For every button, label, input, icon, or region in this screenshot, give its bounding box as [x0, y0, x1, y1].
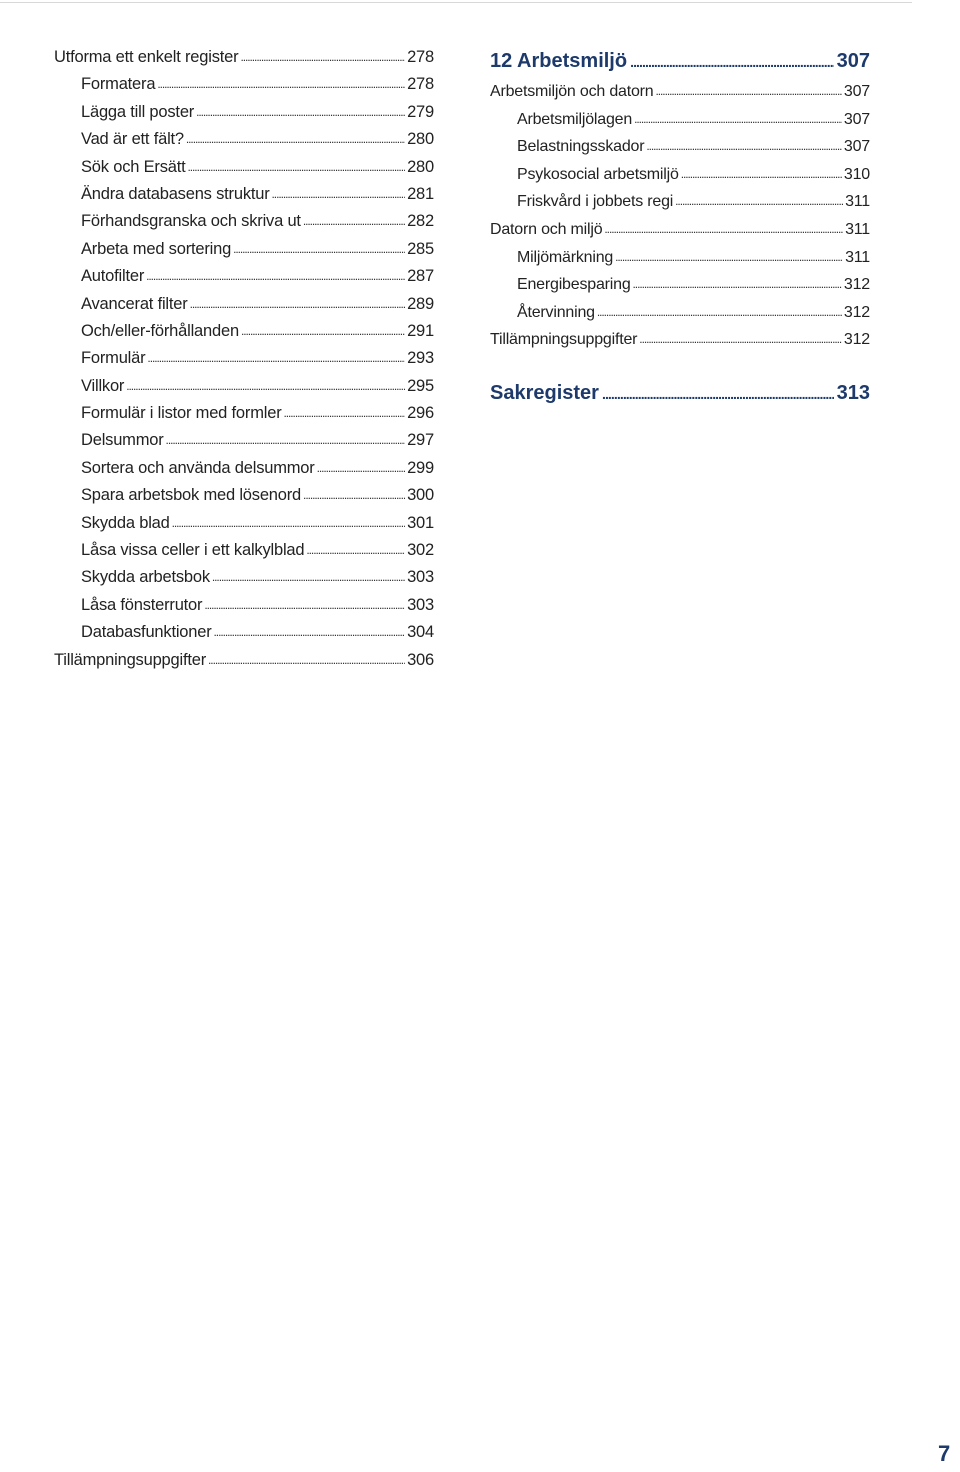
- dot-leader: [233, 235, 405, 263]
- dot-leader: [126, 372, 405, 400]
- dot-leader: [146, 262, 405, 290]
- dot-leader: [212, 563, 405, 591]
- toc-entry-page: 282: [407, 212, 434, 231]
- toc-entry[interactable]: [490, 133, 870, 161]
- toc-entry-page: 307: [843, 83, 870, 100]
- dot-leader: [646, 132, 842, 161]
- toc-entry-page: 310: [843, 165, 870, 183]
- toc-entry-page: 307: [843, 138, 870, 156]
- dot-leader: [602, 376, 834, 411]
- toc-entry-page: 281: [407, 184, 434, 203]
- toc-entry-page: 306: [407, 650, 434, 669]
- toc-entry-page: 312: [843, 303, 870, 321]
- toc-entry-label: Villkor: [81, 376, 125, 395]
- toc-entry-label: Avancerat filter: [81, 294, 188, 313]
- toc-entry-page: 296: [407, 404, 434, 423]
- toc-entry-label: Tillämpningsuppgifter: [54, 650, 207, 669]
- toc-entry-page: 299: [407, 458, 434, 477]
- toc-entry-label: Formatera: [81, 75, 156, 94]
- toc-entry[interactable]: [54, 619, 434, 646]
- toc-entry[interactable]: [490, 188, 870, 216]
- chapter-12-label: 12 Arbetsmiljö: [490, 50, 628, 72]
- toc-entry-label: Sök och Ersätt: [81, 157, 186, 176]
- toc-entry[interactable]: [54, 208, 434, 235]
- toc-entry-page: 303: [407, 568, 434, 587]
- toc-entry[interactable]: [490, 244, 870, 272]
- dot-leader: [208, 646, 405, 674]
- toc-list-right: [490, 78, 870, 354]
- toc-entry-label: Spara arbetsbok med lösenord: [81, 486, 302, 505]
- dot-leader: [639, 325, 842, 354]
- toc-entry[interactable]: [54, 647, 434, 674]
- toc-entry[interactable]: [54, 592, 434, 619]
- toc-entry[interactable]: [54, 400, 434, 427]
- toc-entry-label: Formulär i listor med formler: [81, 404, 282, 423]
- toc-entry-page: 311: [845, 220, 870, 238]
- dot-leader: [306, 536, 405, 564]
- toc-entry-label: Autofilter: [81, 267, 145, 286]
- toc-entry-label: Och/eller-förhållanden: [81, 321, 239, 340]
- toc-entry-label: Skydda blad: [81, 513, 170, 532]
- toc-entry-page: 311: [845, 248, 870, 266]
- toc-entry-page: 300: [407, 486, 434, 505]
- toc-entry[interactable]: [490, 161, 870, 189]
- toc-entry-label: Låsa fönsterrutor: [81, 595, 203, 614]
- chapter-12-page: 307: [836, 50, 870, 72]
- dot-leader: [172, 509, 405, 537]
- dot-leader: [157, 70, 405, 98]
- dot-leader: [615, 243, 843, 272]
- dot-leader: [675, 187, 843, 216]
- dot-leader: [272, 180, 406, 208]
- toc-entry-label: Psykosocial arbetsmiljö: [517, 165, 679, 183]
- toc-entry-page: 312: [843, 276, 870, 294]
- sakregister-label: Sakregister: [490, 381, 599, 404]
- toc-entry-label: Datorn och miljö: [490, 220, 603, 238]
- toc-entry-page: 285: [407, 239, 434, 258]
- toc-entry-label: Belastningsskador: [517, 138, 645, 156]
- toc-entry-page: 307: [843, 110, 870, 128]
- toc-entry-label: Sortera och använda delsummor: [81, 458, 315, 477]
- toc-entry-label: Vad är ett fält?: [81, 130, 184, 149]
- toc-entry[interactable]: [54, 318, 434, 345]
- dot-leader: [303, 481, 405, 509]
- toc-entry[interactable]: [54, 510, 434, 537]
- dot-leader: [196, 98, 405, 126]
- toc-entry-label: Återvinning: [517, 303, 595, 321]
- dot-leader: [186, 125, 405, 153]
- toc-entry-label: Utforma ett enkelt register: [54, 48, 239, 66]
- toc-entry-label: Friskvård i jobbets regi: [517, 193, 674, 211]
- toc-entry[interactable]: [54, 373, 434, 400]
- toc-entry[interactable]: [54, 71, 434, 98]
- toc-entry[interactable]: [54, 564, 434, 591]
- toc-entry[interactable]: [490, 106, 870, 134]
- toc-entry[interactable]: [54, 154, 434, 181]
- toc-entry-label: Lägga till poster: [81, 102, 195, 121]
- dot-leader: [303, 207, 405, 235]
- toc-entry-page: 291: [407, 321, 434, 340]
- toc-entry[interactable]: [54, 181, 434, 208]
- top-rule: [0, 2, 912, 3]
- dot-leader: [166, 426, 406, 454]
- toc-entry[interactable]: [54, 345, 434, 372]
- toc-entry-page: 279: [407, 102, 434, 121]
- toc-entry-page: 278: [407, 48, 434, 66]
- toc-entry-page: 303: [407, 595, 434, 614]
- toc-entry-label: Låsa vissa celler i ett kalkylblad: [81, 541, 305, 560]
- toc-entry-page: 301: [407, 513, 434, 532]
- toc-entry[interactable]: [54, 263, 434, 290]
- dot-leader: [633, 270, 842, 299]
- dot-leader: [147, 344, 405, 372]
- dot-leader: [190, 290, 406, 318]
- toc-left-column: [54, 44, 434, 674]
- toc-entry[interactable]: [54, 537, 434, 564]
- dot-leader: [204, 591, 405, 619]
- toc-entry-label: Miljömärkning: [517, 248, 614, 266]
- toc-entry[interactable]: [490, 326, 870, 354]
- toc-entry-page: 312: [843, 331, 870, 349]
- dot-leader: [634, 105, 842, 134]
- toc-entry-page: 280: [407, 130, 434, 149]
- toc-entry[interactable]: [54, 99, 434, 126]
- toc-entry-page: 287: [407, 267, 434, 286]
- toc-entry[interactable]: [54, 291, 434, 318]
- toc-entry-label: Formulär: [81, 349, 146, 368]
- toc-entry[interactable]: [54, 236, 434, 263]
- toc-entry-label: Databasfunktioner: [81, 623, 212, 642]
- toc-entry[interactable]: [54, 482, 434, 509]
- toc-entry-label: Arbeta med sortering: [81, 239, 232, 258]
- toc-entry-label: Arbetsmiljön och datorn: [490, 83, 654, 100]
- toc-entry-page: 304: [407, 623, 434, 642]
- toc-entry[interactable]: [490, 271, 870, 299]
- dot-leader: [604, 215, 843, 244]
- dot-leader: [681, 160, 842, 189]
- toc-entry[interactable]: [490, 216, 870, 244]
- toc-entry-page: 302: [407, 541, 434, 560]
- toc-entry-page: 289: [407, 294, 434, 313]
- toc-entry[interactable]: [490, 299, 870, 327]
- toc-entry[interactable]: [54, 44, 434, 71]
- dot-leader: [283, 399, 405, 427]
- dot-leader: [241, 317, 405, 345]
- toc-entry-page: 278: [407, 75, 434, 94]
- toc-entry-label: Delsummor: [81, 431, 164, 450]
- dot-leader: [630, 44, 834, 79]
- dot-leader: [656, 77, 842, 106]
- sakregister-page: 313: [836, 381, 870, 404]
- toc-entry-page: 297: [407, 431, 434, 450]
- toc-entry-label: Tillämpningsuppgifter: [490, 331, 638, 349]
- toc-entry-page: 311: [845, 193, 870, 211]
- toc-entry[interactable]: [54, 126, 434, 153]
- toc-entry[interactable]: [54, 455, 434, 482]
- toc-list-left: [54, 44, 434, 674]
- toc-entry-label: Energibesparing: [517, 276, 631, 294]
- toc-entry-label: Skydda arbetsbok: [81, 568, 210, 587]
- page-number: 7: [938, 1441, 951, 1466]
- toc-entry[interactable]: [490, 78, 870, 106]
- toc-entry-page: 293: [407, 349, 434, 368]
- toc-entry-label: Förhandsgranska och skriva ut: [81, 212, 301, 231]
- dot-leader: [188, 153, 406, 181]
- toc-right-column: [490, 44, 870, 410]
- sakregister-heading[interactable]: [490, 376, 870, 410]
- toc-entry[interactable]: [54, 427, 434, 454]
- toc-entry-page: 280: [407, 157, 434, 176]
- dot-leader: [214, 618, 406, 646]
- dot-leader: [317, 454, 405, 482]
- dot-leader: [240, 43, 405, 71]
- toc-entry-label: Arbetsmiljölagen: [517, 110, 633, 128]
- chapter-12-heading[interactable]: [490, 44, 870, 78]
- toc-entry-page: 295: [407, 376, 434, 395]
- toc-entry-label: Ändra databasens struktur: [81, 184, 270, 203]
- dot-leader: [597, 298, 842, 327]
